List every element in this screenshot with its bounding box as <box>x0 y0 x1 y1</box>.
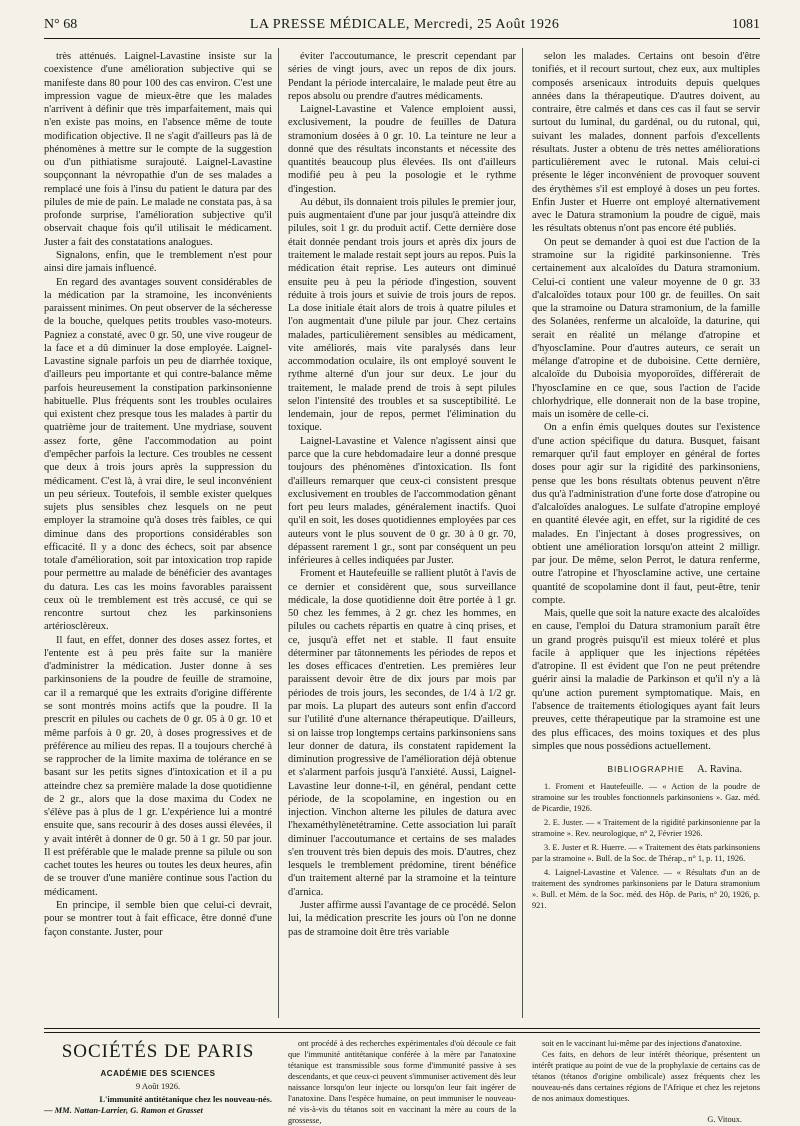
paragraph: ont procédé à des recherches expérimentales d'où découle ce fait que l'immunité antitétanique conférée à la mère par l'anatoxine tétanique est transmissible sous forme d'immunité passive à ses descendants, et que ceux-ci peuvent s'immuniser activement dès leur naissance lorsqu'on leur injecte ou lorsqu'on leur fait ingérer de l'anatoxine. Dans l'espèce humaine, on peut immuniser le nouveau-né vis-à-vis du tétanos soit en vaccinant la mère au cours de la grossesse, <box>288 1039 516 1125</box>
bibliography-entry: 3. E. Juster et R. Huerre. — « Traitement des états parkinsoniens par la stramoine ». Bull. de la Soc. de Thérap., n° 1, p. 11, 1926. <box>532 843 760 863</box>
societes-column-2 <box>288 1038 516 1125</box>
article-column-1 <box>44 50 272 1020</box>
column-divider <box>522 48 523 1018</box>
paragraph: selon les malades. Certains ont besoin d'être tonifiés, et il recourt surtout, chez eux, aux multiples composés arsenicaux introduits depuis quelques années dans la thérapeutique. D'autres doivent, au contraire, être calmés et dans ces cas il faut se servir surtout du luminal, du gardénal, ou du rutonal, qui, suivant les malades, donnent parfois d'excellents résultats. Juster a obtenu de très nettes améliorations particulièrement avec le rutonal. Mais celui-ci présente le léger inconvénient de provoquer souvent des érythèmes s'il est employé à doses un peu fortes. Enfin Juster et Huerre ont employé alternativement avec le Datura stramonium la poudre de ciguë, mais les résultats obtenus n'ont pas encore été publiés. <box>532 51 760 235</box>
section-title: SOCIÉTÉS DE PARIS <box>61 1041 255 1062</box>
bibliography <box>532 752 760 1022</box>
column-divider <box>278 48 279 1018</box>
page-number: 1081 <box>731 17 760 32</box>
bibliography-entry: 4. Laignel-Lavastine et Valence. — « Résultats d'un an de traitement des syndromes parkinsoniens par le Datura stramonium ». Bull. et Mém. de la Soc. méd. des Hôp. de Paris, n° 20, 1926, p. 921. <box>532 868 760 910</box>
author-signature: A. Ravina. <box>697 764 742 776</box>
paragraph: très atténués. Laignel-Lavastine insiste sur la coexistence d'une amélioration subjective qui se manifeste dans 80 pour 100 des cas environ. C'est une impression vague de mieux-être que les malades n'arrivent à définir que très imparfaitement, mais qui n'en existe pas moins, en l'absence même de toute modification objective. Il ne s'agit d'ailleurs pas là de phénomènes à mettre sur le compte de la suggestion ou d'un pithiatisme surajouté. Laignel-Lavastine soupçonnant la névropathie d'un de ses malades a remplacé une fois à l'insu du patient le datura par des pilules de mie de pain. Le malade ne constata pas, à sa profonde surprise, l'amélioration subjective qu'il observait chaque fois qu'il utilisait le médicament. Juster a fait des constatations analogues. <box>44 51 272 248</box>
paragraph: En principe, il semble bien que celui-ci devrait, pour se montrer tout à fait efficace, être donné d'une façon constante. Juster, pour <box>44 900 272 938</box>
paragraph: En regard des avantages souvent considérables de la médication par la stramoine, les inconvénients paraissent minimes. On peut observer de la sécheresse de la bouche, quelques petits troubles vaso-moteurs. Pagniez a constaté, avec 0 gr. 50, une vive rougeur de la face et a dû diminuer la dose employée. Laignel-Lavastine signale parfois un peu de diarrhée toxique, d'ailleurs peu importante et qui contre-balance même parfois heureusement la constipation parkinsonienne habituelle. Plus fréquents sont les troubles oculaires qui existent chez presque tous les malades à partir du quatrième jour de traitement. Une mydriase, souvent assez forte, gêne l'accommodation au point d'empêcher parfois la lecture. Ces troubles ne cessent que deux à trois jours après la suppression du médicament. C'est là, à vrai dire, le seul inconvénient un peu sérieux. Toutefois, il semble exister quelques sujets plus sensibles chez lesquels on ne peut employer la stramoine qu'à doses très faibles, ce qui diminue dans des proportions considérables son efficacité. Il y a donc des échecs, soit par absence totale d'amélioration, soit par intoxication trop rapide pour permettre au malade de bénéficier des avantages du datura. Les cas les moins favorables paraissent ceux où le tremblement est très accusé, ce qui se rencontre surtout chez les parkinsoniens artériosclèreux. <box>44 276 272 633</box>
author-signature: G. Vitoux. <box>707 1115 742 1124</box>
paragraph: Juster affirme aussi l'avantage de ce procédé. Selon lui, la médication prescrite les jours où l'on ne donne pas de stramoine doit être très variable <box>288 900 516 938</box>
paragraph: Laignel-Lavastine et Valence emploient aussi, exclusivement, la poudre de feuilles de Datura stramonium dosées à 0 gr. 10. La teinture ne leur a donné que des résultats inconstants et nécessite des quantités beaucoup plus élevées. Ils ont d'ailleurs modifié peu à peu la posologie et le rythme d'ingestion. <box>288 104 516 195</box>
paragraph: Froment et Hautefeuille se rallient plutôt à l'avis de ce dernier et considèrent que, sous surveillance médicale, la dose quotidienne doit être portée à 1 gr. 50 chez les femmes, à 2 gr. chez les hommes, en pilules ou cachets répartis en quatre à cinq prises, et ce, jusqu'à effet net et stable. Il faut ensuite déterminer par tâtonnements les périodes de repos et les doses efficaces d'entretien. Les premières leur paraissent devoir être de dix jours par mois par périodes de trois jours, les secondes, de 1/4 à 1/2 gr. par mois. La plupart des auteurs sont enfin d'accord sur l'utilité d'une alternance thérapeutique. D'ailleurs, si on laisse trop longtemps certains parkinsoniens sans leur donner de datura, ils constatent rapidement la diminution progressive de l'amélioration déjà obtenue et s'alarment parfois jusqu'à l'anxiété. Aussi, Laignel-Lavastine leur donne-t-il, en général, pendant cette période, de la scopolamine, en ingestion ou en injection. Vinchon alterne les pilules de datura avec l'hexaméthylènetétramine. Cette association lui paraît diminuer l'accoutumance et certains de ses malades s'en trouvent très bien depuis des mois. D'autres, chez lesquels le tremblement prédomine, tirent bénéfice d'un traitement alterné par la stramoine et la teinture d'arnica. <box>288 568 516 898</box>
paragraph: Au début, ils donnaient trois pilules le premier jour, puis augmentaient d'une par jour jusqu'à atteindre dix pilules, soit 1 gr. du produit actif. Cette dernière dose était donnée pendant trois jours et après dix jours de traitement le malade restait sept jours au repos. Puis la médication était reprise. Les auteurs ont diminué ensuite peu à peu la période d'ingestion, souvent réduite à trois jours et suivie de trois jours de repos. La dose initiale était alors de trois à quatre pilules et l'on augmentait d'une pilule par jour. Chez certains malades, particulièrement sensibles au médicament, vite améliorés, mais vite paralysés dans leur accommodation oculaire, ils ont employé souvent le rythme alterné d'un jour sur deux. Le jour du traitement, le malade prend de trois à sept pilules selon l'intensité des troubles et sa susceptibilité. Le lendemain, jour de repos, permet l'élimination du toxique. <box>288 196 516 434</box>
bibliography-entry: 1. Froment et Hautefeuille. — « Action de la poudre de stramoine sur les troubles fonctionnels parkinsoniens ». Gaz. méd. de Picardie, 1926. <box>532 782 760 813</box>
paragraph: Ces faits, en dehors de leur intérêt théorique, présentent un intérêt pratique au point de vue de la prophylaxie de certains cas de tétanos (tétanos d'origine ombilicale) assez fréquents chez les nouveau-nés dans certaines régions de l'Afrique et chez les rejetons de nos animaux domestiques. <box>532 1050 760 1103</box>
article-column-2 <box>288 50 516 1014</box>
academy-heading: ACADÉMIE DES SCIENCES <box>100 1069 216 1078</box>
header-rule <box>44 38 760 39</box>
paragraph: Mais, quelle que soit la nature exacte des alcaloïdes en cause, l'emploi du Datura stramonium paraît être un grand progrès puisqu'il est mieux toléré et plus facile à appliquer que les injections répétées d'atropine. Il est évident que l'on ne peut prétendre guérir ainsi la maladie de Parkinson et qu'il n'y a là qu'une action purement symptomatique. Mais, en l'absence de traitements étiologiques ayant fait leurs preuves, cette thérapeutique par la stramoine est une des plus efficaces, des moins toxiques et des plus simples que nous possédions actuellement. <box>532 608 760 752</box>
paragraph: soit en le vaccinant lui-même par des injections d'anatoxine. <box>542 1039 742 1048</box>
paragraph: éviter l'accoutumance, le prescrit cependant par séries de vingt jours, avec un repos de dix jours. Pendant la période intercalaire, le malade peut être au repos absolu ou prendre d'autres médicaments. <box>288 51 516 102</box>
paragraph: Il faut, en effet, donner des doses assez fortes, et l'entente est à peu près faite sur la manière d'administrer la médication. Juster donne à ses parkinsoniens de la poudre de feuille de stramoine, car il a remarqué que les extraits d'origine différente se sont montrés moins actifs que la poudre. Il la prescrit en pilules ou cachets de 0 gr. 05 à 0 gr. 10 et même parfois à 0 gr. 20, à doses progressives et de préférence au milieu des repas. Il a toujours cherché à se rapprocher de la limite maxima de tolérance en se basant sur les petits signes d'intoxication et il a pu atteindre chez sa première malade la dose quotidienne de 2 gr., alors que la dose maxima du Codex ne s'élève pas à plus de 1 gr. L'expérience lui a montré ensuite que, sans recourir à des doses aussi élevées, il y avait intérêt à donner de 0 gr. 50 à 1 gr. 50 par jour. Il est préférable que le malade prenne sa pilule ou son cachet toutes les heures ou toutes les deux heures, afin de se trouver d'une manière continue sous l'action du médicament. <box>44 634 272 898</box>
paragraph: On peut se demander à quoi est due l'action de la stramoine sur la rigidité parkinsonienne. Très certainement aux alcaloïdes du Datura stramonium. Celui-ci contient une valeur moyenne de 0 gr. 33 d'alcaloïdes totaux pour 100 gr. de feuilles. On sait que la stramoine ou Datura stramonium, de la famille des Solanées, renferme un alcaloïde, la daturine, qui serait en réalité un mélange d'atropine et d'hyoscIamine. Pour d'autres auteurs, ce serait un mélange d'atropine et de duboisine. Cette dernière, alcaloïde du Duboisia myoporoïdes, différerait de l'hyoscIamine en ce que, sous l'action de l'acide chlorhydrique, elle donnerait non de la base tropine, mais un isomère de celle-ci. <box>532 236 760 421</box>
issue-number: N° 68 <box>44 17 78 32</box>
session-date: 9 Août 1926. <box>135 1081 181 1091</box>
paragraph: Signalons, enfin, que le tremblement n'est pour ainsi dire jamais influencé. <box>44 249 272 275</box>
item-title: L'immunité antitétanique chez les nouveau-nés. <box>99 1094 272 1104</box>
paragraph: On a enfin émis quelques doutes sur l'existence d'une action spécifique du datura. Busquet, faisant remarquer qu'il faut employer en général de fortes doses pour agir sur la rigidité des parkinsoniens, pense que les bons résultats obtenus peuvent n'être dus qu'à l'administration d'une forte dose d'atropine ou d'alcaloïdes analogues. Le sulfate d'atropine employé en quantité élevée agit, en effet, sur la rigidité de ces malades. En l'injectant à doses progressives, on obtient une amélioration lorsqu'on atteint 2 milligr. par jour. De même, selon Perrot, le datura renferme, outre l'atropine et l'hyoscIamine active, une certaine quantité de scopolamine dont il faut, peut-être, tenir compte. <box>532 422 760 606</box>
section-separator <box>44 1028 760 1033</box>
item-authors: — MM. Nattan-Larrier, G. Ramon et Grasset <box>44 1105 203 1115</box>
bibliography-entry: 2. E. Juster. — « Traitement de la rigidité parkinsonienne par la stramoine ». Rev. neurologique, n° 2, Février 1926. <box>532 818 760 838</box>
societes-header <box>44 1038 272 1115</box>
running-header <box>44 14 760 36</box>
societes-column-3 <box>532 1038 760 1124</box>
bibliography-title: BIBLIOGRAPHIE <box>607 764 685 774</box>
journal-title: LA PRESSE MÉDICALE, Mercredi, 25 Août 1926 <box>249 17 560 32</box>
paragraph: Laignel-Lavastine et Valence n'agissent ainsi que parce que la cure hebdomadaire leur a donné presque toujours des phénomènes d'intoxication. Ils font d'ailleurs remarquer que ceux-ci consistent presque exclusivement en troubles de l'accommodation gênant fort peu leurs malades, généralement inactifs. Quoi qu'il en soit, les doses quotidiennes employées par ces auteurs vont le plus souvent de 0 gr. 30 à 0 gr. 70, dépassent rarement 1 gr., sont par conséquent un peu inférieures à celles indiquées par Juster. <box>288 435 516 567</box>
